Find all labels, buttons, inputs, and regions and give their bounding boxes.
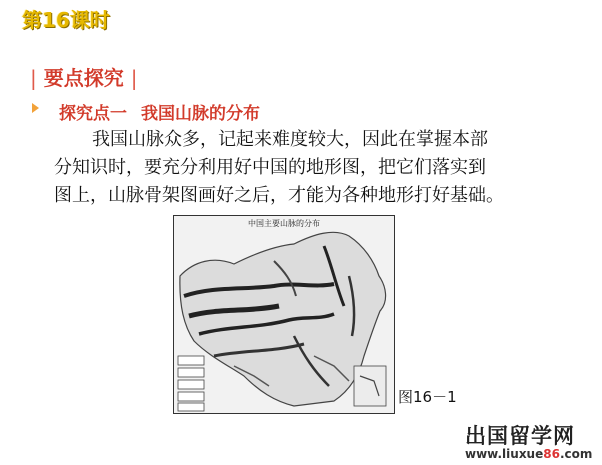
section-bar-left: | (30, 66, 37, 90)
body-paragraph (54, 126, 584, 210)
paragraph-line-2: 分知识时，要充分利用好中国的地形图，把它们落实到 (54, 157, 486, 178)
triangle-bullet-icon (32, 103, 39, 113)
watermark-url-suffix: .com (559, 447, 593, 461)
paragraph-line-3: 图上，山脉骨架图画好之后，才能为各种地形打好基础。 (54, 185, 504, 206)
figure-label: 图16－1 (398, 388, 457, 406)
subheading-point: 探究点一 (59, 104, 127, 124)
paragraph-line-1: 我国山脉众多，记起来难度较大，因此在掌握本部 (92, 129, 488, 150)
section-label: 要点探究 (43, 66, 124, 90)
site-watermark-logo (465, 425, 592, 461)
map-caption: 中国主要山脉的分布 (248, 219, 320, 228)
watermark-url-accent: 86 (543, 447, 560, 461)
section-heading (30, 62, 137, 91)
section-bar-right: | (130, 66, 138, 90)
mountain-map-figure (173, 215, 395, 414)
subheading-topic: 我国山脉的分布 (141, 104, 260, 124)
china-map-icon (174, 216, 394, 413)
lesson-title: 第16课时 (22, 8, 110, 32)
watermark-url-prefix: www.liuxue (465, 447, 544, 461)
watermark-url (465, 447, 592, 461)
subheading (59, 99, 260, 124)
watermark-name: 出国留学网 (465, 424, 575, 448)
